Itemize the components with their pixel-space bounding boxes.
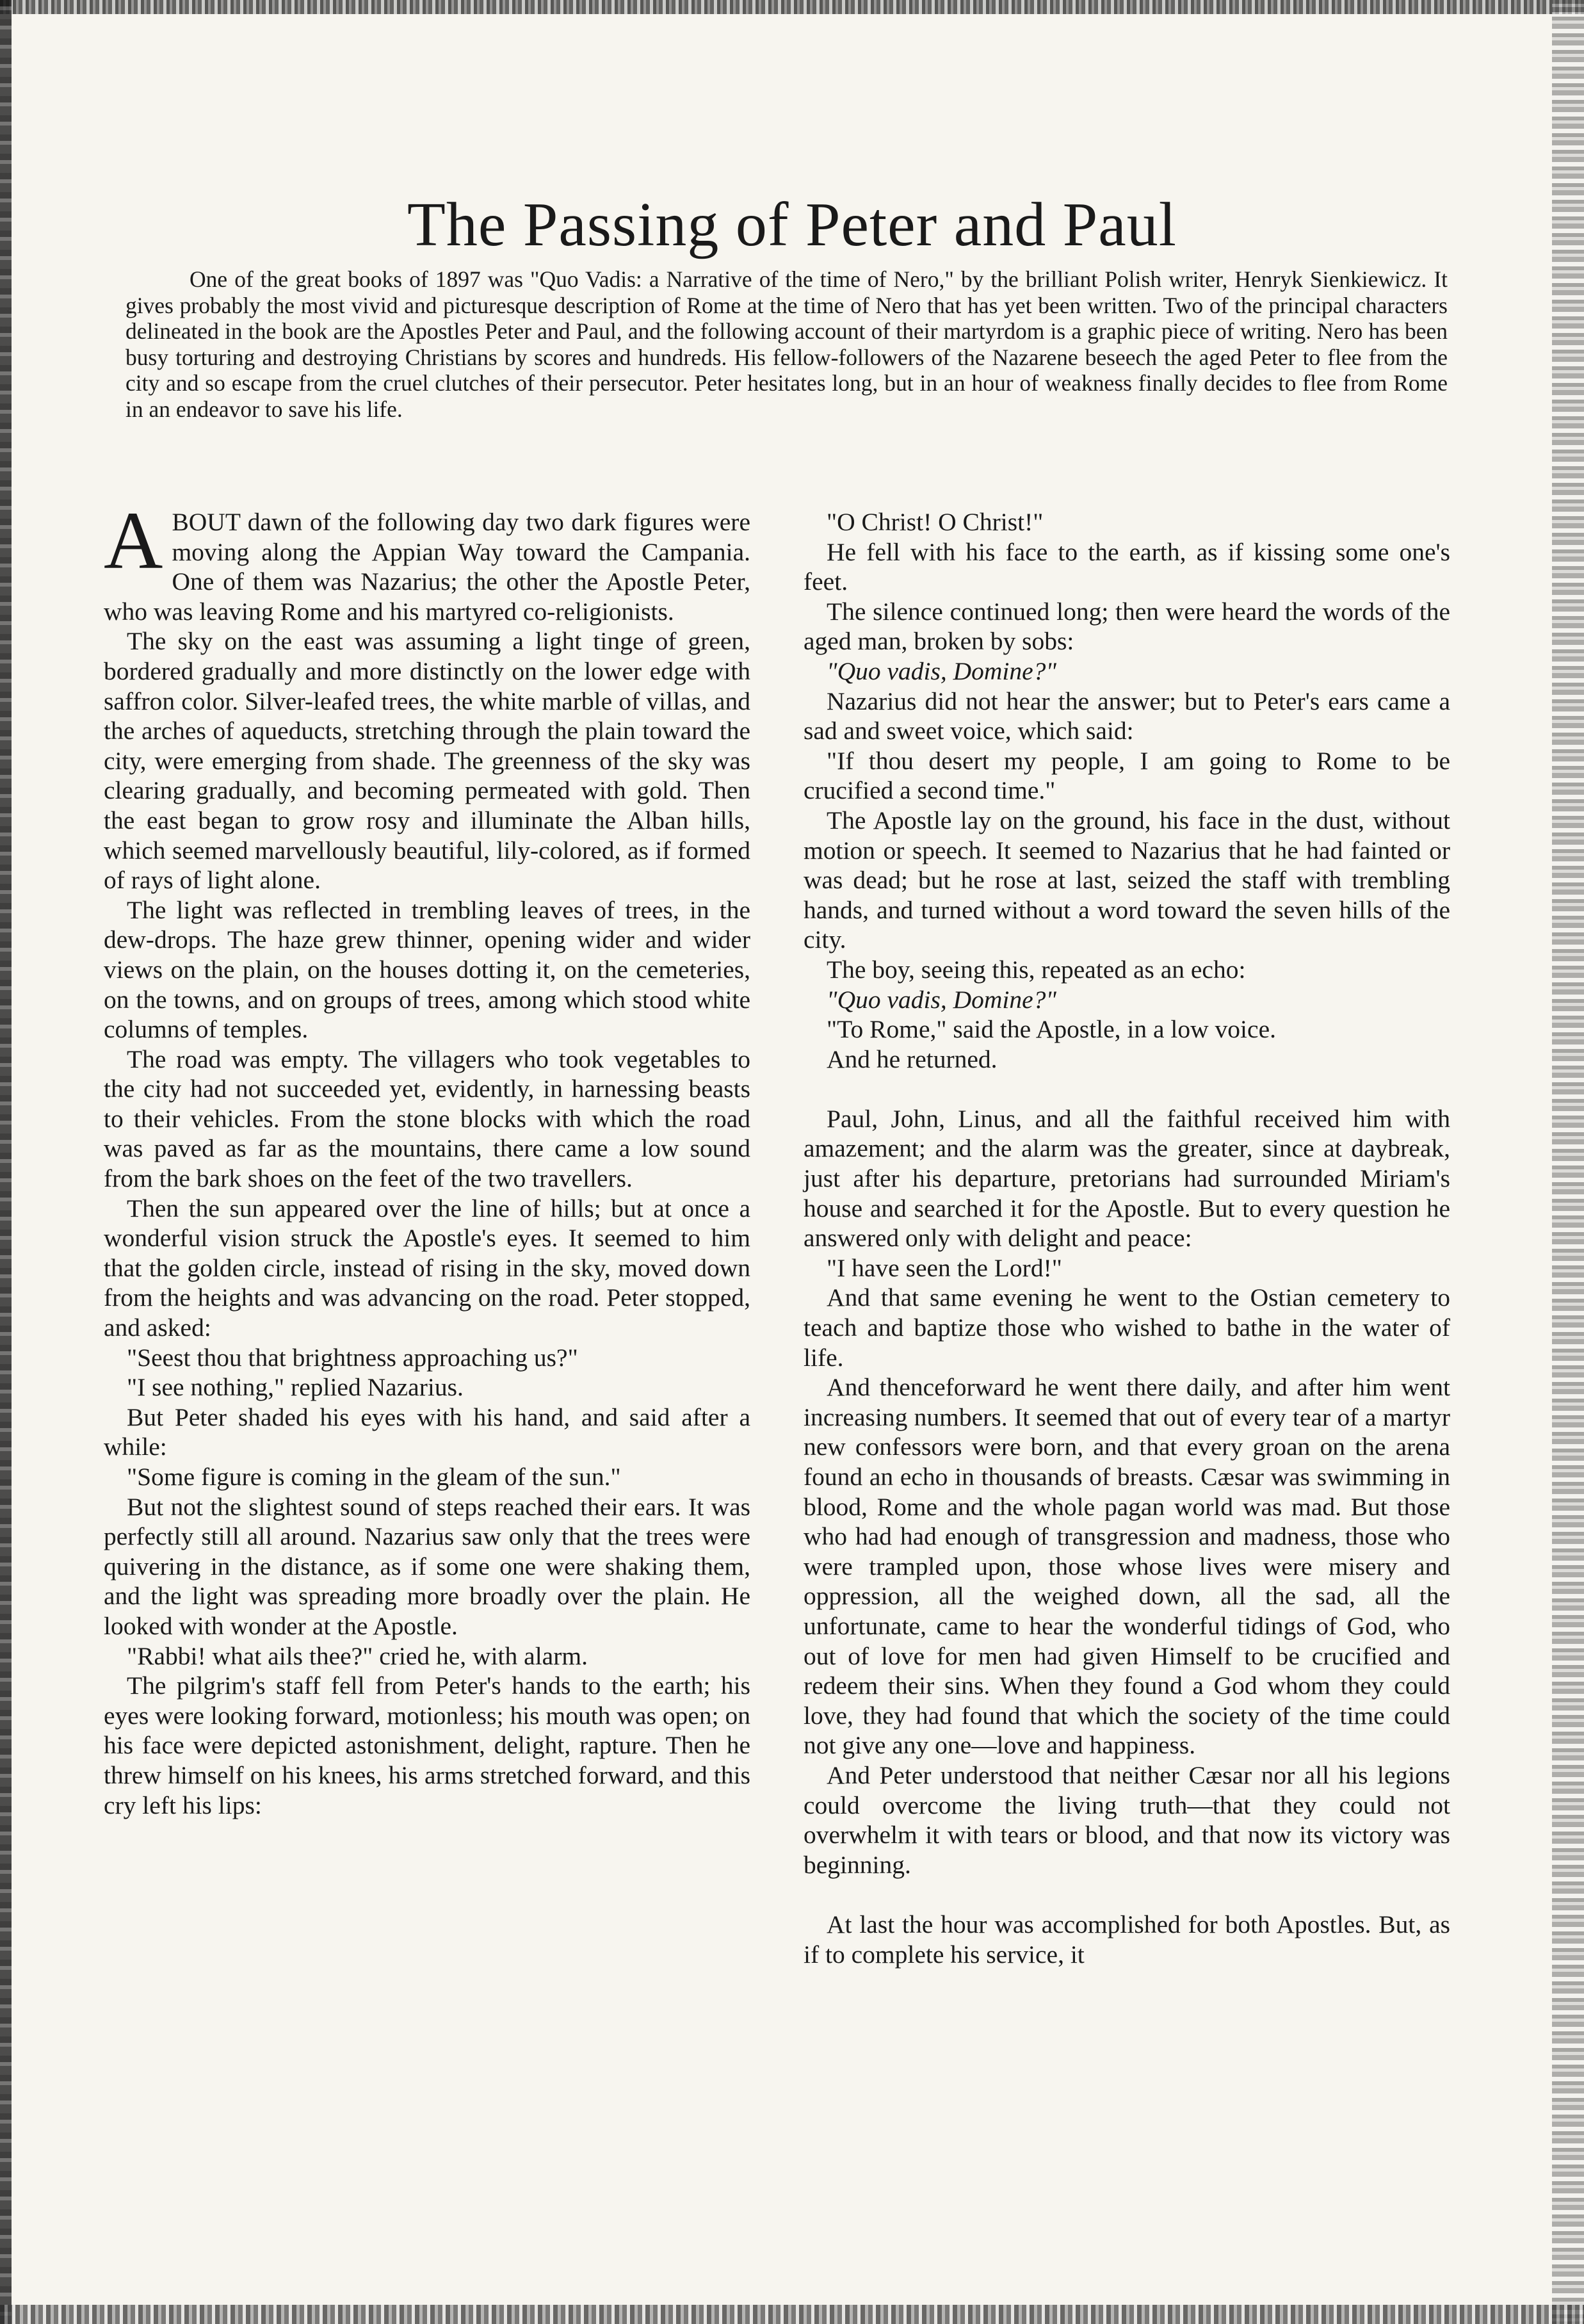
dialogue-line: "I have seen the Lord!" <box>827 1253 1062 1282</box>
dialogue-line: "To Rome," said the Apostle, in a low voice. <box>827 1015 1276 1044</box>
opening-rest: One of them was Nazarius; the other the Apostle Peter, who was leaving Rome and his martyred co-religionists. <box>104 567 750 626</box>
paragraph: At last the hour was accomplished for both Apostles. But, as if to complete his service, it <box>804 1910 1450 1969</box>
italic-quote: "Quo vadis, Domine?" <box>827 656 1057 685</box>
paragraph: And thenceforward he went there daily, and after him went increasing numbers. It seemed that out of every tear of a martyr new confessors were born, and that every groan on the arena found an echo in thousands of breasts. Cæsar was swimming in blood, Rome and the whole pagan world was mad. But those who had had enough of transgression and madness, those who were trampled upon, those whose lives were misery and oppression, all the weighed down, all the sad, all the unfortunate, came to hear the wonderful tidings of God, who out of love for men had given Himself to be crucified and redeem their sins. When they found a God whom they could love, they had found that which the society of the time could not give any one—love and happiness. <box>804 1373 1450 1760</box>
dialogue-line: "If thou desert my people, I am going to Rome to be crucified a second time." <box>804 746 1450 805</box>
scan-edge-right <box>1552 0 1584 2324</box>
opening-lead: BOUT dawn of the following day two dark figures were moving along the Appian Way toward the Campania. <box>172 508 750 566</box>
paragraph: And that same evening he went to the Ostian cemetery to teach and baptize those who wished to bathe in the water of life. <box>804 1283 1450 1372</box>
paragraph: But not the slightest sound of steps reached their ears. It was perfectly still all around. Nazarius saw only that the trees were quivering in the distance, as if some one were shaking them, and the light was spreading more broadly over the plain. He looked with wonder at the Apostle. <box>104 1492 750 1640</box>
italic-quote: "Quo vadis, Domine?" <box>827 985 1057 1014</box>
paragraph: Then the sun appeared over the line of hills; but at once a wonderful vision struck the Apostle's eyes. It seemed to him that the golden circle, instead of rising in the sky, moved down from the heights and was advancing on the road. Peter stopped, and asked: <box>104 1194 750 1342</box>
scan-edge-top <box>0 0 1584 14</box>
dialogue-line: "Seest thou that brightness approaching us?" <box>127 1343 578 1372</box>
paragraph: But Peter shaded his eyes with his hand, and said after a while: <box>104 1402 750 1461</box>
paragraph: The Apostle lay on the ground, his face in the dust, without motion or speech. It seemed to Nazarius that he had fainted or was dead; but he rose at last, seized the staff with trembling hands, and turned without a word toward the seven hills of the city. <box>804 806 1450 954</box>
scan-edge-bottom <box>0 2305 1584 2324</box>
dialogue-line-italic <box>804 656 1450 687</box>
scan-edge-left <box>0 0 12 2324</box>
opening-paragraph <box>104 495 750 626</box>
paragraph: The sky on the east was assuming a light tinge of green, bordered gradually and more distinctly on the lower edge with saffron color. Silver-leafed trees, the white marble of villas, and the arches of aqueducts, stretching through the plain toward the city, were emerging from shade. The greenness of the sky was clearing gradually, and becoming permeated with gold. Then the east began to grow rosy and illuminate the Alban hills, which seemed marvellously beautiful, lily-colored, as if formed of rays of light alone. <box>104 627 750 895</box>
dialogue-line: "Rabbi! what ails thee?" cried he, with alarm. <box>127 1641 588 1670</box>
drop-cap: A <box>104 495 163 586</box>
paragraph: Paul, John, Linus, and all the faithful received him with amazement; and the alarm was the greater, since at daybreak, just after his departure, pretorians had surrounded Miriam's house and searched it for the Apostle. But to every question he answered only with delight and peace: <box>804 1104 1450 1253</box>
paragraph: And Peter understood that neither Cæsar nor all his legions could overcome the living truth—that they could not overwhelm it with tears or blood, and that now its victory was beginning. <box>804 1760 1450 1879</box>
dialogue-line: "Some figure is coming in the gleam of the sun." <box>127 1463 621 1491</box>
paragraph: The silence continued long; then were heard the words of the aged man, broken by sobs: <box>804 597 1450 656</box>
paragraph: The boy, seeing this, repeated as an echo: <box>827 955 1246 984</box>
paragraph: Nazarius did not hear the answer; but to Peter's ears came a sad and sweet voice, which said: <box>804 687 1450 745</box>
article-intro: One of the great books of 1897 was "Quo Vadis: a Narrative of the time of Nero," by the brilliant Polish writer, Henryk Sienkiewicz. It gives probably the most vivid and picturesque description of Rome at the time of Nero that has yet been written. Two of the principal characters delineated in the book are the Apostles Peter and Paul, and the following account of their martyrdom is a graphic piece of writing. Nero has been busy torturing and destroying Christians by scores and hundreds. His fellow-followers of the Nazarene beseech the aged Peter to flee from the city and so escape from the cruel clutches of their persecutor. Peter hesitates long, but in an hour of weakness finally decides to flee from Rome in an endeavor to save his life. <box>125 266 1448 422</box>
paragraph: And he returned. <box>827 1044 998 1073</box>
dialogue-line: "I see nothing," replied Nazarius. <box>127 1373 464 1402</box>
paragraph: The pilgrim's staff fell from Peter's hands to the earth; his eyes were looking forward, motionless; his mouth was open; on his face were depicted astonishment, delight, rapture. Then he threw himself on his knees, his arms stretched forward, and this cry left his lips: <box>104 1671 750 1819</box>
dialogue-line-italic <box>804 985 1450 1015</box>
left-column <box>104 495 750 1820</box>
right-column <box>804 507 1450 1969</box>
paragraph: He fell with his face to the earth, as if kissing some one's feet. <box>804 537 1450 596</box>
article-title: The Passing of Peter and Paul <box>407 190 1177 259</box>
paragraph: The light was reflected in trembling leaves of trees, in the dew-drops. The haze grew thinner, opening wider and wider views on the plain, on the houses dotting it, on the cemeteries, on the towns, and on groups of trees, among which stood white columns of temples. <box>104 895 750 1044</box>
paragraph: The road was empty. The villagers who took vegetables to the city had not succeeded yet, evidently, in harnessing beasts to their vehicles. From the stone blocks with which the road was paved as far as the mountains, there came a low sound from the bark shoes on the feet of the two travellers. <box>104 1044 750 1193</box>
dialogue-line: "O Christ! O Christ!" <box>827 508 1044 536</box>
